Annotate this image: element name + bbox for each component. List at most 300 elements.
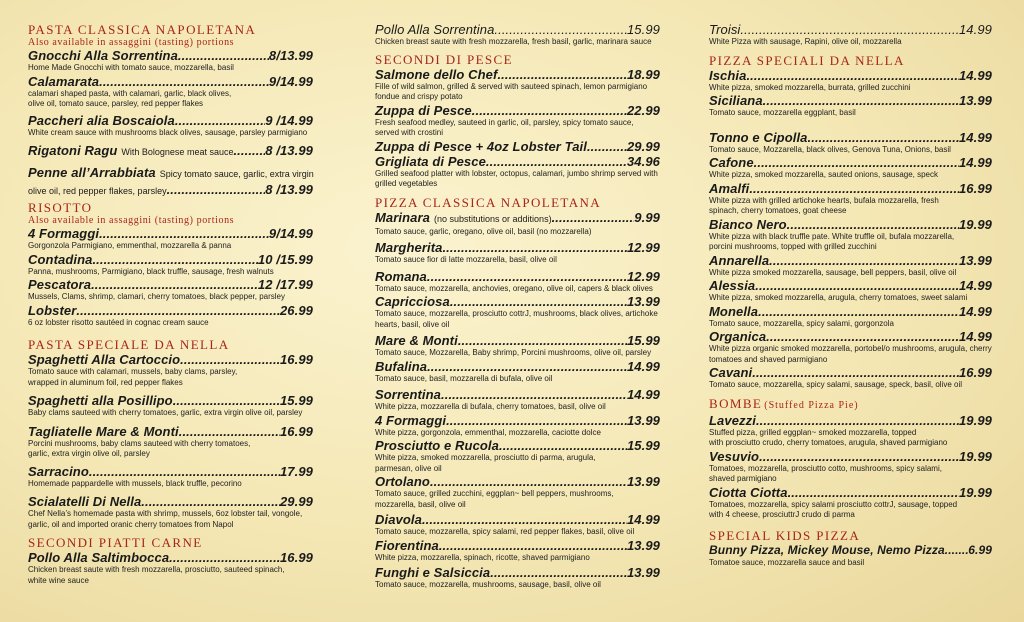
menu-item-row [375,294,660,309]
menu-item-name: Salmone dello Chef [375,66,498,82]
menu-item-price: 13.99 [626,537,660,553]
dot-leader [788,485,959,500]
menu-item [28,252,313,278]
menu-item-description: Tomato sauce, mozzarella, spicy salami, gorgonzola [709,318,894,328]
dot-leader [472,103,627,118]
menu-item-description: Chicken breast saute with fresh mozzarella, prosciutto, sauteed spinach, [28,565,285,574]
menu-item-row [375,359,660,374]
section-title [709,397,992,413]
dot-leader [587,139,627,154]
dot-leader [427,359,627,374]
dot-leader [141,494,280,509]
menu-item [709,22,992,48]
menu-item-price: 16.99 [958,180,992,196]
menu-item-name: Pollo Alla Saltimbocca [28,550,170,565]
menu-item-description: olive oil, tomato sauce, parsley, red pepper flakes [28,99,204,108]
menu-item-price: 16.99 [279,550,313,565]
menu-item-description: 6 oz lobster risotto sautéed in cognac cream sauce [28,317,209,327]
dot-leader [499,438,627,453]
menu-item-price: 8/13.99 [268,48,313,63]
menu-item-description: Tomato sauce, grilled zucchini, eggplan~ bell peppers, mushrooms, [375,489,614,498]
dot-leader [458,333,627,348]
menu-item-price: 19.99 [958,412,992,428]
menu-item-name: Romana [375,268,427,284]
menu-item [375,294,660,330]
dot-leader [430,474,627,489]
menu-item [709,543,992,569]
menu-item-name: Scialatelli Di Nella [28,494,142,509]
dot-leader [552,210,635,225]
dot-leader [808,130,959,145]
menu-item-row [709,93,992,108]
menu-item [709,304,992,330]
menu-item-description: Tomato sauce, mozzarella eggplant, basil [709,108,856,117]
menu-item-description: garlic, extra virgin olive oil, parsley [28,449,150,458]
dot-leader [759,449,959,464]
menu-item-description: Baby clams sauteed with cherry tomatoes, garlic, extra virgin olive oil, parsley [28,408,303,417]
menu-item-name: Bianco Nero [709,216,787,232]
menu-item-description: Chef Nella’s homemade pasta with shrimp, mussels, 6oz lobster tail, vongole, [28,509,303,518]
menu-item [709,130,992,156]
menu-item [375,333,660,359]
menu-item [709,485,992,521]
menu-item-price: 29.99 [626,138,660,154]
menu-item [28,424,313,460]
dot-leader [758,304,959,319]
menu-item-row [28,252,313,267]
menu-item-price: 13.99 [626,412,660,428]
menu-item-row [28,48,313,63]
menu-item-description: White pizza, smoked mozzarella, prosciutto di parma, arugula, [375,453,596,462]
menu-item-description: White pizza, mozzarella, spinach, ricotte, shaved parmigiano [375,552,590,562]
menu-item-name: Ischia [709,67,747,83]
menu-item-row [709,413,992,428]
menu-item-note: olive oil, red pepper flakes, parsley [28,186,167,196]
menu-item [375,387,660,413]
menu-item-name: Siciliana [709,93,763,108]
menu-item-row [28,303,313,318]
menu-item-description: Tomato sauce, Mozzarella, black olives, Genova Tuna, Onions, basil [709,144,951,154]
dot-leader [169,550,280,565]
dot-leader [755,278,959,293]
menu-item [28,464,313,490]
menu-item-row [375,565,660,580]
menu-item-description: Stuffed pizza, grilled eggplan~ smoked mozzarella, topped [709,427,917,437]
menu-item-row [375,210,660,227]
menu-item-description: Fille of wild salmon, grilled & served with sauteed spinach, lemon parmigiano [375,81,648,91]
menu-item-description: Tomato sauce, mozzarella, anchovies, oregano, olive oil, capers & black olives [375,283,653,293]
menu-item-name: Tagliatelle Mare & Monti [28,423,179,439]
menu-item [375,438,660,474]
menu-item-description: Chicken breast saute with fresh mozzarella, fresh basil, garlic, marinara sauce [375,37,652,46]
menu-section-continued [709,22,992,48]
menu-item-name: Paccheri alia Boscaiola [28,112,175,128]
menu-item-price: 18.99 [626,66,660,82]
menu-item [28,182,313,199]
menu-section-special-kids-pizza [709,529,992,569]
menu-item-price: 14.99 [958,22,992,37]
section-title [375,53,660,67]
dot-leader [441,387,627,402]
menu-item-name: Penne all’Arrabbiata [28,165,156,180]
menu-item-description: porcini mushrooms, topped with grilled zucchini [709,242,877,251]
menu-item-description: with 4 cheese, prosciuttrJ crudo di parma [709,510,855,519]
menu-item-row [375,139,660,154]
section-title-text: PIZZA SPECIALI DA NELLA [709,52,905,68]
menu-item-name: Funghi e Salsiccia [375,565,491,580]
dot-leader [497,67,627,82]
dot-leader [178,48,269,63]
menu-item-name: Pescatora [28,277,92,292]
menu-item [375,538,660,564]
menu-item-row [709,485,992,500]
menu-item-name: Monella [709,303,759,319]
dot-leader [99,74,269,89]
menu-section-pizza-speciali-da-nella [709,54,992,391]
menu-column-1 [28,0,313,622]
menu-item-price: 16.99 [958,365,992,380]
menu-item-description: White pizza, gorgonzola, emmenthal, mozzarella, caciotte dolce [375,427,601,437]
menu-item-description: white wine sauce [28,575,89,585]
menu-item-row [375,512,660,527]
menu-item-description: Tomatoes, mozzarella, prosciutto cotto, mushrooms, spicy salami, [709,463,942,473]
menu-item-description: Grilled seafood platter with lobster, octopus, calamari, jumbo shrimp served with [375,168,658,178]
menu-item-description: White cream sauce with mushrooms black olives, sausage, parsley parmigiano [28,127,308,137]
menu-item-price: 9 /14.99 [265,112,313,128]
menu-item-price: 8 /13.99 [265,182,313,197]
menu-item-description: Panna, mushrooms, Parmigiano, black truffle, sausage, fresh walnuts [28,266,274,276]
menu-item-name: Amalfi [709,180,750,196]
section-subtitle: Also available in assaggini (tasting) portions [28,215,235,226]
menu-item-name: Alessia [709,278,756,293]
menu-item-row [709,304,992,319]
menu-item-price: 15.99 [626,22,660,37]
menu-item-price: 17.99 [279,463,313,479]
menu-item-row [709,217,992,232]
menu-item-row [709,278,992,293]
menu-item-price: 14.99 [958,155,992,170]
menu-item-price: 16.99 [279,352,313,367]
menu-item-row [709,68,992,83]
dot-leader [490,565,627,580]
dot-leader [422,512,627,527]
dot-leader [746,68,958,83]
dot-leader [427,269,627,284]
menu-item-description: White pizza, mozzarella di bufala, cherry tomatoes, basil, olive oil [375,402,606,411]
section-title-text: SPECIAL KIDS PIZZA [709,527,861,543]
menu-item-name: Zuppa di Pesce + 4oz Lobster Tail [375,138,587,154]
menu-item [375,474,660,510]
dot-leader [173,393,280,408]
menu-item-note: Spicy tomato sauce, garlic, extra virgin [159,169,314,179]
menu-item [375,154,660,190]
menu-item-price: 12.99 [626,240,660,255]
menu-item-name: Cavani [709,365,753,380]
menu-item [709,253,992,279]
menu-item-name: Cafone [709,155,754,170]
menu-item-description: Gorgonzola Parmigiano, emmenthal, mozzarella & panna [28,241,232,250]
menu-item-price: 14.99 [958,303,992,319]
menu-item-row [709,543,992,558]
menu-item-name: Gnocchi Alla Sorrentina [28,48,178,63]
menu-item-row [375,474,660,489]
menu-item-price: 13.99 [626,294,660,309]
menu-item-name: Diavola [375,512,422,527]
menu-item-description: with prosciutto crudo, cherry tomatoes, arugula, shaved parmigiano [709,438,948,447]
menu-item [28,550,313,586]
menu-item-name: 4 Formaggi [28,226,100,241]
menu-item-description: Home Made Gnocchi with tomato sauce, mozzarella, basil [28,63,234,72]
menu-item [375,413,660,439]
menu-column-2 [375,0,660,622]
menu-item-description: Tomatoes, mozzarella, spicy salami prosciutto cottrJ, sausage, topped [709,499,958,509]
menu-item-row [375,387,660,402]
menu-item-description: fondue and crispy potato [375,92,463,101]
menu-item-description: White pizza smoked mozzarella, sausage, bell peppers, basil, olive oil [709,267,957,277]
menu-item [28,393,313,419]
dot-leader [752,365,959,380]
menu-item-price: 14.99 [626,358,660,374]
menu-item-name: Troisi [709,22,741,37]
menu-item-name: Sorrentina [375,387,442,402]
menu-item-description: Homemade pappardelle with mussels, black truffle, pecorino [28,478,242,488]
menu-item-row [709,22,992,37]
menu-item-description: White pizza, smoked mozzarella, burrata, grilled zucchini [709,82,911,92]
dot-leader [175,113,265,128]
menu-item-name: Marinara [375,209,430,225]
menu-section-secondi-piatti-carne [28,536,313,586]
menu-item-price: 29.99 [279,494,313,509]
menu-item-row [375,67,660,82]
menu-item-row [28,494,313,509]
section-title-text: BOMBE [709,395,763,411]
menu-item [28,113,313,139]
menu-item-description: served with crostini [375,128,444,137]
menu-item [28,48,313,74]
menu-item [28,494,313,530]
menu-item-name: Annarella [709,252,770,268]
dot-leader [92,252,257,267]
menu-item [28,277,313,303]
dot-leader [439,538,627,553]
menu-item [709,449,992,485]
dot-leader [754,155,959,170]
menu-item-price: 34.96 [626,153,660,169]
menu-section-pasta-classica-napoletana [28,23,313,199]
menu-section-pasta-speciale-da-nella [28,338,313,530]
dot-leader [446,413,627,428]
menu-item [28,74,313,110]
menu-item-price: 15.99 [626,333,660,348]
menu-item-row [28,393,313,408]
menu-item-name: Fiorentina [375,537,439,553]
menu-item [709,68,992,94]
menu-item [375,103,660,139]
menu-item-description: White Pizza with sausage, Rapini, olive oil, mozzarella [709,37,902,46]
menu-item-row [28,550,313,565]
menu-item-name: Lobster [28,302,77,318]
menu-item-row [709,329,992,344]
menu-section-continued [375,22,660,48]
menu-item-description: parmesan, olive oil [375,463,442,473]
menu-item-note: (no substitutions or additions) [434,213,552,224]
menu-item-price: 15.99 [279,393,313,408]
menu-item-description: Tomato sauce, Mozzarella, Baby shrimp, Porcini mushrooms, olive oil, parsley [375,348,652,357]
menu-item-name: Grigliata di Pesce [375,153,486,169]
menu-item-name: Margherita [375,240,443,255]
menu-item-description: mozzarella, basil, olive oil [375,499,466,509]
menu-item-name: Bunny Pizza, Mickey Mouse, Nemo Pizza [709,542,945,557]
section-title [28,338,313,352]
menu-item-description: White pizza with grilled artichoke hearts, bufala mozzarella, fresh [709,195,939,205]
dot-leader [769,253,959,268]
menu-item-name: Vesuvio [709,448,760,464]
section-title-text: RISOTTO [28,200,93,215]
menu-item-description: grilled vegetables [375,179,438,188]
menu-item [709,278,992,304]
section-subtitle: Also available in assaggini (tasting) portions [28,37,235,48]
menu-item-description: Tomato sauce, basil, mozzarella di bufala, olive oil [375,373,553,383]
menu-item-row [28,226,313,241]
dot-leader [233,143,265,158]
menu-item-name: Contadina [28,251,93,267]
menu-item-name: Spaghetti Alla Cartoccio [28,352,181,367]
menu-item-name: Sarracino [28,463,89,479]
menu-item-row [375,413,660,428]
menu-item-price: 10 /15.99 [257,251,313,267]
dot-leader [89,464,280,479]
menu-item-name: Lavezzi [709,412,756,428]
menu-item [375,240,660,266]
menu-item-row [709,181,992,196]
dot-leader [486,154,627,169]
menu-item [709,155,992,181]
menu-item-name: Tonno e Cipolla [709,129,808,145]
dot-leader [763,93,959,108]
menu-item-name: Pollo Alla Sorrentina [375,22,495,37]
menu-item [709,329,992,365]
menu-item-name: Spaghetti alla Posillipo [28,393,173,408]
menu-item-description: Tomato sauce with calamari, mussels, baby clams, parsley, [28,367,238,376]
menu-item-description: wrapped in aluminum foil, red pepper flakes [28,377,183,387]
menu-item-description: White pizza organic smoked mozzarella, portobel/o mushrooms, arugula, cherry [709,344,992,353]
menu-item-price: 15.99 [626,438,660,453]
menu-item-name: Ortolano [375,474,430,489]
menu-item [28,143,313,160]
menu-item-row [709,365,992,380]
section-title-text: PASTA CLASSICA NAPOLETANA [28,22,257,37]
menu-item-price: 14.99 [958,329,992,344]
menu-item-row [375,22,660,37]
menu-item-row [375,269,660,284]
menu-item-description: Tomato sauce, mozzarella, spicy salami, sausage, speck, basil, olive oil [709,380,962,389]
menu-item-description: Fresh seafood medley, sauteed in garlic, oil, parsley, spicy tomato sauce, [375,117,634,127]
dot-leader [740,22,959,37]
dot-leader [76,303,280,318]
menu-item-description: Tomato sauce, mozzarella, prosciutto cottrJ, mushrooms, black olives, artichoke [375,309,658,318]
menu-item-description: shaved parmigiano [709,474,777,483]
dot-leader [180,352,280,367]
section-title-text: PIZZA CLASSICA NAPOLETANA [375,194,602,210]
menu-item-price: 8 /13.99 [265,143,313,158]
section-title-text: SECONDI DI PESCE [375,51,513,67]
menu-item-price: 16.99 [279,423,313,439]
menu-item-description: Mussels, Clams, shrimp, clamari, cherry tomatoes, black pepper, parsley [28,292,285,301]
menu-item-row [709,449,992,464]
menu-item [375,512,660,538]
menu-item-price: 12 /17.99 [257,277,313,292]
dot-leader [945,543,968,558]
section-title [28,201,313,215]
menu-item-price: 9.99 [634,209,660,225]
menu-item [28,303,313,329]
menu-item-price: 26.99 [279,302,313,318]
menu-item-description: Tomato sauce fior di latte mozzarella, basil, olive oil [375,255,557,264]
menu-item-name: Organica [709,329,767,344]
menu-item-description: spinach, cherry tomatoes, goat cheese [709,206,847,215]
menu-section-secondi-di-pesce [375,53,660,190]
menu-item-name: Calamarata [28,73,100,89]
menu-item-description: White pizza with black truffle pate. White truffle oil, bufala mozzarella, [709,231,955,241]
menu-item-description: White pizza, smoked mozzarella, arugula, cherry tomatoes, sweet salami [709,293,968,302]
menu-item [375,67,660,103]
menu-item [375,269,660,295]
menu-item-row [28,464,313,479]
menu-item-row [28,165,313,182]
menu-item [375,22,660,48]
menu-item-description: Tomato sauce, garlic, oregano, olive oil, basil (no mozzarella) [375,226,592,236]
menu-item-description: White pizza, smoked mozzarella, sauted onions, sausage, speck [709,170,939,179]
dot-leader [179,424,280,439]
menu-item [709,217,992,253]
menu-item-name: Prosciutto e Rucola [375,438,499,453]
menu-item-row [709,253,992,268]
section-title-text: SECONDI PIATTI CARNE [28,535,203,550]
section-title-text: PASTA SPECIALE DA NELLA [28,337,230,352]
menu-item-name: Capricciosa [375,294,450,309]
menu-item-description: Tomato sauce, mozzarella, spicy salami, red pepper flakes, basil, olive oil [375,527,635,536]
dot-leader [756,413,959,428]
menu-item-price: 14.99 [958,129,992,145]
menu-item-description: Porcini mushrooms, baby clams sauteed with cherry tomatoes, [28,438,251,448]
dot-leader [167,182,266,197]
menu-item-price: 9/14.99 [268,226,313,241]
menu-column-3 [709,0,992,622]
menu-item-name: Mare & Monti [375,333,458,348]
menu-item-row [28,113,313,128]
menu-item-description: garlic, oil and imported oranic cherry tomatoes from Napol [28,519,234,529]
menu-item-price: 13.99 [958,93,992,108]
menu-item-description: calamari shaped pasta, with calamari, garlic, black olives, [28,88,232,98]
dot-leader [766,329,959,344]
menu-item-row [375,240,660,255]
section-title [709,529,992,543]
menu-item-price: 19.99 [958,216,992,232]
menu-item [28,165,313,182]
menu-item-row [28,143,313,160]
menu-item-price: 19.99 [958,484,992,500]
section-title-note: (Stuffed Pizza Pie) [764,399,859,411]
dot-leader [99,226,269,241]
menu-item-description: Tomato sauce, mozzarella, mushrooms, sausage, basil, olive oil [375,580,601,589]
menu-item-price: 14.99 [626,512,660,527]
menu-item-name: Ciotta Ciotta [709,484,788,500]
menu-item-row [709,130,992,145]
menu-item-name: Bufalina [375,358,428,374]
dot-leader [450,294,627,309]
section-title [709,54,992,68]
menu-item-description: Tomatoe sauce, mozzarella sauce and basil [709,557,865,567]
